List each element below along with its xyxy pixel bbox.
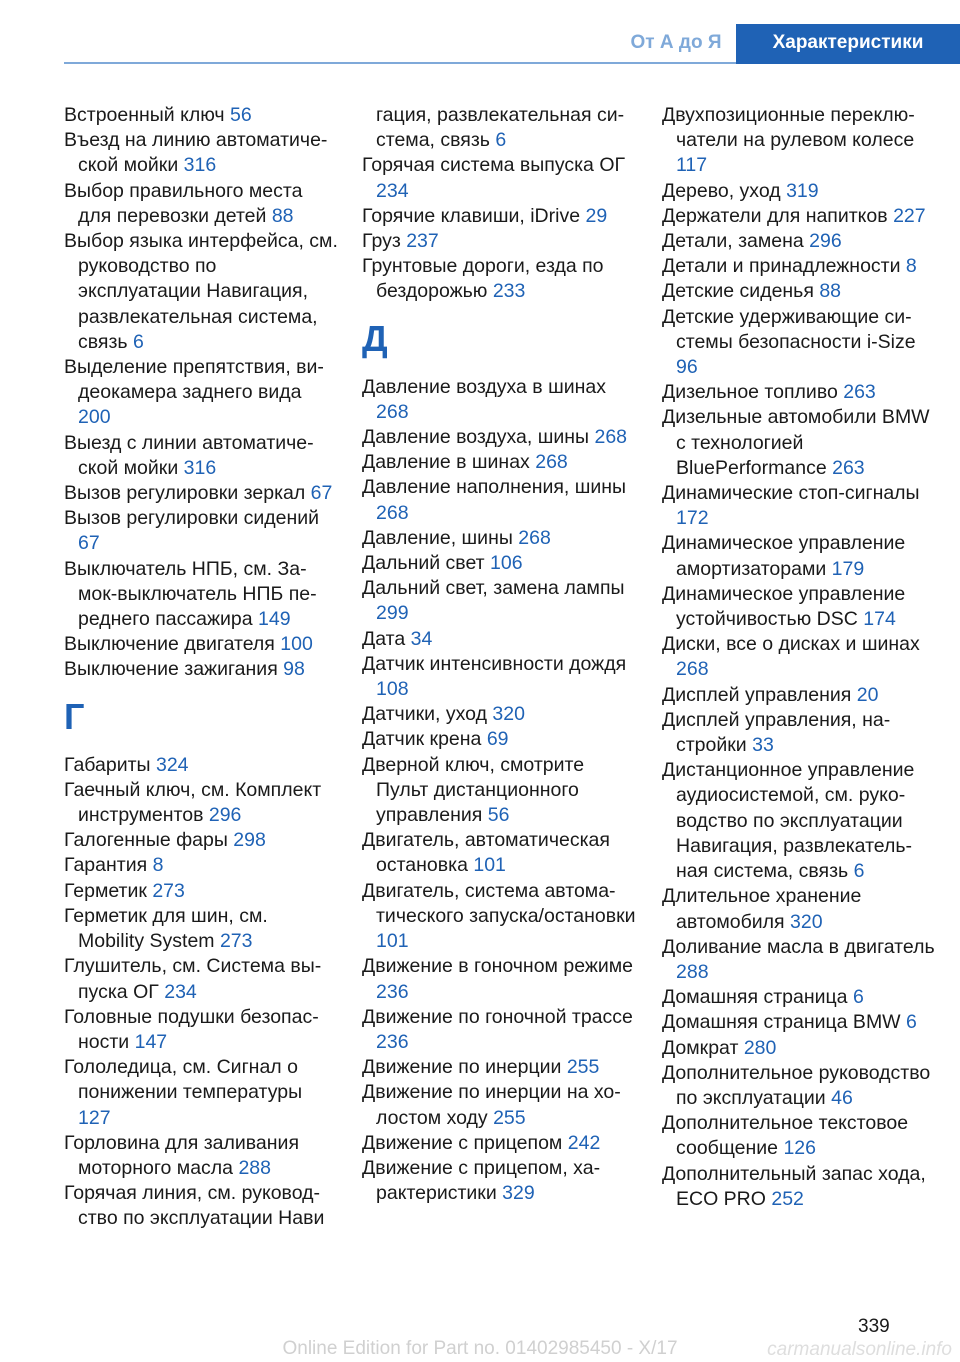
page-link[interactable]: 56 — [487, 804, 510, 827]
entry-term: Домкрат — [662, 1036, 739, 1059]
index-entry — [362, 204, 636, 229]
index-entry — [662, 683, 936, 708]
page-link[interactable]: 6 — [906, 1011, 917, 1034]
index-entry — [662, 279, 936, 304]
index-entry — [64, 229, 338, 355]
page-link[interactable]: 324 — [155, 753, 189, 776]
index-entry — [64, 1181, 338, 1231]
page-link[interactable]: 33 — [752, 734, 774, 757]
index-entry — [362, 1005, 636, 1055]
page-link[interactable]: 126 — [783, 1137, 816, 1160]
entry-term: Длительное хранение автомобиля — [662, 885, 862, 933]
index-column-1 — [64, 103, 338, 1232]
entry-term: Детские удерживающие системы безопасности i-Size — [662, 305, 916, 353]
entry-term: Выезд с линии автоматической мойки — [64, 431, 314, 479]
index-entry — [662, 103, 936, 179]
entry-term: Движение по инерции — [362, 1056, 562, 1079]
entry-term: Дальний свет, замена лампы — [362, 577, 625, 600]
index-entry — [64, 954, 338, 1004]
entry-term: Динамическое управление амортизаторами — [662, 532, 906, 580]
entry-term: Гарантия — [64, 854, 148, 877]
entry-term: Дерево, уход — [662, 179, 781, 202]
entry-term: Гаечный ключ, см. Комплект инструментов — [64, 778, 322, 827]
entry-term: Датчик интенсивности дождя — [362, 652, 627, 675]
index-entry — [362, 1080, 636, 1130]
page-link[interactable]: 147 — [134, 1030, 168, 1053]
index-entry — [64, 1055, 338, 1131]
entry-term: Детские сиденья — [662, 280, 814, 303]
page-link[interactable]: 268 — [535, 451, 568, 474]
index-entry — [64, 128, 338, 178]
entry-term: Габариты — [64, 753, 151, 776]
page-link[interactable]: 96 — [676, 356, 698, 379]
page-link[interactable]: 234 — [164, 980, 197, 1003]
section-letter: Д — [362, 317, 388, 359]
page-link[interactable]: 172 — [676, 507, 709, 530]
entry-term: Дисплей управления — [662, 683, 852, 706]
index-entry — [662, 305, 936, 381]
index-entry — [662, 405, 936, 481]
entry-term: Дистанционное управление аудиосистемой, см. руководство по эксплуатации Навигация, развлекательная система, связь — [662, 759, 915, 883]
page-link[interactable]: 268 — [376, 501, 409, 524]
page-link[interactable]: 56 — [230, 104, 252, 126]
page-link[interactable]: 69 — [486, 728, 509, 751]
page-link[interactable]: 320 — [492, 703, 525, 726]
index-entry — [362, 1055, 636, 1080]
page-link[interactable]: 34 — [410, 627, 433, 650]
page-link[interactable]: 233 — [492, 280, 526, 303]
page-link[interactable]: 316 — [183, 154, 217, 177]
page-link[interactable]: 329 — [502, 1182, 535, 1205]
page-link[interactable]: 101 — [376, 930, 409, 953]
page-link[interactable]: 236 — [376, 1030, 409, 1053]
index-entry — [662, 884, 936, 934]
index-entry — [64, 904, 338, 954]
entry-term: Горячие клавиши, iDrive — [362, 204, 581, 227]
entry-term: Дополнительное руководство по эксплуатации — [662, 1061, 931, 1109]
page-link[interactable]: 6 — [852, 986, 864, 1009]
entry-term: Дизельные автомобили BMW с технологией BluePerformance — [662, 406, 930, 479]
entry-term: Выключение двигателя — [64, 633, 275, 656]
index-entry — [362, 425, 636, 450]
entry-term: Держатели для напитков — [662, 204, 888, 227]
entry-term: Движение с прицепом — [362, 1131, 563, 1154]
entry-term: Горячая линия, см. руководство по эксплуатации Нави — [64, 1182, 325, 1230]
footer-edition: Online Edition for Part no. 01402985450 - X/17 — [282, 1338, 678, 1359]
entry-term: Двухпозиционные переключатели на рулевом колесе — [662, 104, 915, 152]
page-link[interactable]: 179 — [831, 557, 865, 580]
entry-term: Груз — [362, 230, 401, 253]
entry-term: Дополнительный запас хода, ECO PRO — [662, 1162, 926, 1210]
page-link[interactable]: 88 — [271, 204, 294, 227]
index-entry — [362, 828, 636, 878]
entry-term: Датчик крена — [362, 728, 482, 751]
index-entry — [362, 103, 636, 153]
index-entry — [64, 853, 338, 878]
page-link[interactable]: 29 — [585, 204, 608, 227]
entry-term: Дата — [362, 627, 406, 650]
entry-term: Выделение препятствия, видеокамера заднего вида — [64, 356, 324, 404]
index-entry — [64, 879, 338, 904]
entry-term: Дополнительное текстовое сообщение — [662, 1112, 909, 1160]
page-link[interactable]: 255 — [566, 1056, 600, 1079]
entry-term: Въезд на линию автоматической мойки — [64, 129, 328, 177]
entry-term: Домашняя страница BMW — [662, 1011, 901, 1034]
entry-term: Вызов регулировки зеркал — [64, 482, 306, 505]
index-entry — [662, 254, 936, 279]
index-entry — [64, 778, 338, 828]
page-link[interactable]: 149 — [258, 608, 291, 631]
entry-term: Динамические стоп-сигналы — [662, 482, 920, 505]
page-link[interactable]: 299 — [376, 602, 409, 625]
entry-term: Давление воздуха в шинах — [362, 375, 606, 398]
page-link[interactable]: 88 — [819, 280, 842, 303]
entry-term: Двигатель, автоматическая остановка — [362, 829, 610, 877]
index-entry — [64, 1005, 338, 1055]
page-link[interactable]: 268 — [518, 526, 551, 549]
page-link[interactable]: 20 — [856, 683, 879, 706]
entry-term: Выключение зажигания — [64, 658, 278, 681]
index-entry — [662, 481, 936, 531]
index-entry — [362, 879, 636, 955]
section-letter: Г — [64, 695, 85, 737]
index-entry — [362, 254, 636, 304]
entry-term: Детали, замена — [662, 230, 804, 253]
page-link[interactable]: 6 — [495, 129, 507, 152]
entry-term: Галогенные фары — [64, 829, 228, 852]
page-link[interactable]: 67 — [310, 482, 333, 505]
watermark: carmanualsonline.info — [767, 1339, 952, 1360]
index-entry — [64, 103, 338, 128]
page-link[interactable]: 288 — [238, 1156, 271, 1179]
page-link[interactable]: 67 — [78, 532, 100, 555]
index-entry — [362, 627, 636, 652]
index-entry — [662, 380, 936, 405]
entry-term: Герметик — [64, 879, 147, 902]
index-entry — [362, 375, 636, 425]
index-entry — [662, 229, 936, 254]
page-link[interactable]: 6 — [853, 860, 865, 883]
index-entry — [662, 1061, 936, 1111]
page-link[interactable]: 263 — [832, 456, 865, 479]
page-link[interactable]: 242 — [567, 1131, 601, 1154]
page-link[interactable]: 8 — [152, 854, 164, 877]
page-link[interactable]: 268 — [676, 658, 709, 681]
page-link[interactable]: 108 — [376, 678, 409, 701]
entry-term: Доливание масла в двигатель — [662, 935, 935, 958]
index-entry — [362, 753, 636, 829]
index-entry — [64, 753, 338, 778]
index-entry — [662, 1111, 936, 1161]
entry-term: Давление наполнения, шины — [362, 476, 627, 499]
entry-term: Дизельное топливо — [662, 381, 838, 404]
page-link[interactable]: 273 — [152, 879, 185, 902]
index-entry — [662, 179, 936, 204]
index-entry — [362, 1156, 636, 1206]
index-entry — [662, 708, 936, 758]
index-entry — [662, 1162, 936, 1212]
page-link[interactable]: 280 — [743, 1036, 777, 1059]
page-link[interactable]: 296 — [809, 230, 842, 253]
entry-term: Детали и принадлежности — [662, 255, 901, 278]
index-entry — [362, 652, 636, 702]
entry-term: Датчики, уход — [362, 703, 487, 726]
entry-term: Движение в гоночном режиме — [362, 955, 634, 978]
index-entry — [662, 1036, 936, 1061]
index-entry — [64, 632, 338, 657]
entry-term: Домашняя страница — [662, 986, 848, 1009]
page-number: 339 — [858, 1316, 890, 1337]
index-column-2 — [362, 103, 636, 1206]
index-entry — [64, 431, 338, 481]
index-entry — [362, 1131, 636, 1156]
page-link[interactable]: 296 — [208, 804, 242, 827]
entry-term: Движение с прицепом, характеристики — [362, 1156, 601, 1205]
entry-term: Глушитель, см. Система выпуска ОГ — [64, 955, 322, 1003]
page-link[interactable]: 263 — [843, 381, 876, 404]
entry-term: Давление воздуха, шины — [362, 426, 590, 449]
index-entry — [662, 935, 936, 985]
index-entry — [662, 582, 936, 632]
index-entry — [362, 475, 636, 525]
entry-term: Двигатель, система автоматического запуска/остановки — [362, 879, 636, 927]
entry-term: Движение по гоночной трассе — [362, 1005, 633, 1028]
entry-term: Головные подушки безопасности — [64, 1005, 319, 1053]
entry-term: Встроенный ключ — [64, 104, 225, 126]
index-entry — [64, 557, 338, 633]
entry-term: Герметик для шин, см. Mobility System — [64, 904, 268, 953]
page-link[interactable]: 117 — [676, 154, 708, 177]
index-entry — [362, 153, 636, 203]
index-entry — [64, 481, 338, 506]
page-link[interactable]: 319 — [786, 179, 819, 202]
page-link[interactable]: 288 — [676, 960, 709, 983]
entry-term: гация, развлекательная система, связь — [376, 104, 625, 152]
index-entry — [362, 526, 636, 551]
page-link[interactable]: 98 — [283, 658, 305, 681]
index-entry — [64, 506, 338, 556]
index-entry — [662, 985, 936, 1010]
entry-term: Диски, все о дисках и шинах — [662, 633, 920, 656]
page-link[interactable]: 127 — [78, 1106, 111, 1129]
entry-term: Движение по инерции на холостом ходу — [362, 1081, 621, 1129]
index-entry — [64, 828, 338, 853]
page-link[interactable]: 236 — [376, 980, 409, 1003]
page-link[interactable]: 174 — [863, 608, 896, 631]
page-link[interactable]: 316 — [183, 456, 217, 479]
entry-term: Дисплей управления, настройки — [662, 708, 891, 757]
tab-a-to-z[interactable]: От А до Я — [630, 32, 722, 53]
page-link[interactable]: 268 — [594, 426, 628, 449]
index-entry — [64, 657, 338, 682]
page-link[interactable]: 298 — [233, 829, 266, 852]
entry-term: Динамическое управление устойчивостью DSC — [662, 582, 906, 631]
index-column-3 — [662, 103, 936, 1212]
index-entry — [662, 204, 936, 229]
index-entry — [362, 551, 636, 576]
page-link[interactable]: 6 — [132, 330, 144, 353]
entry-term: Дальний свет — [362, 552, 485, 575]
index-entry — [662, 531, 936, 581]
index-entry — [662, 758, 936, 884]
entry-term: Выбор языка интерфейса, см. руководство по эксплуатации Навигация, развлекательная система, связь — [64, 230, 338, 353]
index-entry — [64, 1131, 338, 1181]
page-link[interactable]: 8 — [905, 255, 917, 278]
index-entry — [362, 727, 636, 752]
entry-term: Давление в шинах — [362, 451, 530, 474]
entry-term: Гололедица, см. Сигнал о понижении температуры — [64, 1056, 303, 1104]
page-link[interactable]: 273 — [219, 930, 253, 953]
index-entry — [662, 1010, 936, 1035]
entry-term: Грунтовые дороги, езда по бездорожью — [362, 255, 604, 303]
entry-term: Горячая система выпуска ОГ — [362, 154, 626, 177]
entry-term: Выбор правильного места для перевозки детей — [64, 179, 303, 227]
index-entry — [362, 702, 636, 727]
entry-term: Давление, шины — [362, 526, 513, 549]
entry-term: Вызов регулировки сидений — [64, 507, 320, 530]
index-entry — [662, 632, 936, 682]
page-link[interactable]: 100 — [280, 633, 313, 656]
page-link[interactable]: 268 — [376, 400, 409, 423]
page-link[interactable]: 252 — [771, 1187, 804, 1210]
page-link[interactable]: 255 — [493, 1106, 526, 1129]
entry-term: Дверной ключ, смотрите Пульт дистанционного управления — [362, 753, 585, 827]
index-entry — [64, 355, 338, 431]
index-entry — [362, 229, 636, 254]
page-link[interactable]: 237 — [406, 230, 439, 253]
page-link[interactable]: 46 — [831, 1086, 853, 1109]
page-link[interactable]: 106 — [490, 552, 523, 575]
tab-characteristics[interactable]: Характеристики — [736, 24, 960, 64]
page-link[interactable]: 101 — [473, 854, 506, 877]
index-entry — [64, 179, 338, 229]
page-link[interactable]: 234 — [376, 179, 409, 202]
entry-term: Выключатель НПБ, см. Замок-выключатель НПБ переднего пассажира — [64, 557, 317, 631]
page-link[interactable]: 320 — [790, 910, 823, 933]
page-link[interactable]: 200 — [78, 406, 111, 429]
index-entry — [362, 576, 636, 626]
entry-term: Горловина для заливания моторного масла — [64, 1131, 299, 1179]
page-link[interactable]: 227 — [893, 204, 926, 227]
index-entry — [362, 954, 636, 1004]
index-entry — [362, 450, 636, 475]
